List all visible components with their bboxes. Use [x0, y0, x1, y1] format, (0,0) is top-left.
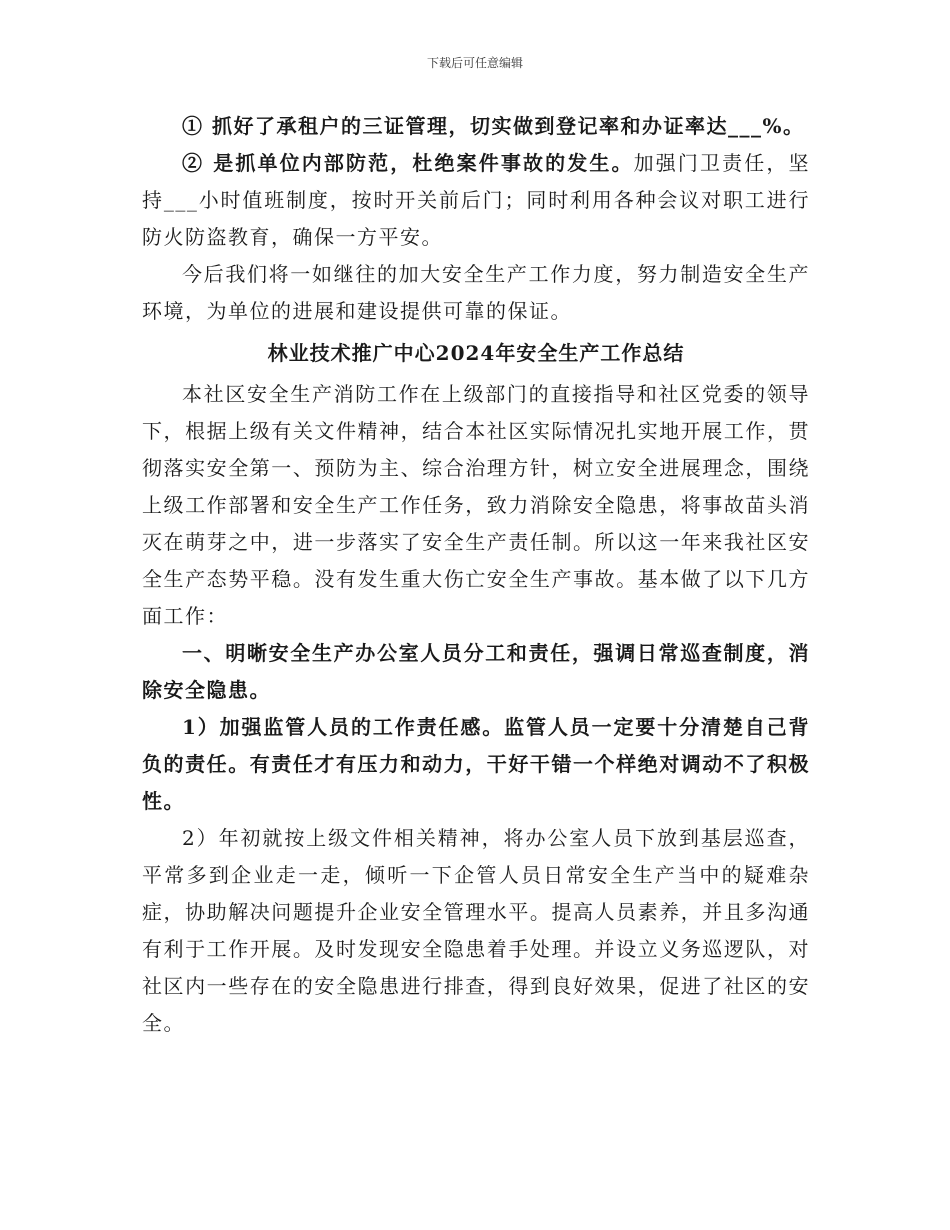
paragraph-7: 2）年初就按上级文件相关精神，将办公室人员下放到基层巡查，平常多到企业走一走，倾听一下企管人员日常安全生产当中的疑难杂症，协助解决问题提升企业安全管理水平。提高人员素养，并且多沟通有利于工作开展。及时发现安全隐患着手处理。并设立义务巡逻队，对社区内一些存在的安全隐患进行排查，得到良好效果，促进了社区的安全。: [142, 826, 810, 1035]
document-body: [142, 108, 810, 1042]
paragraph-4: 本社区安全生产消防工作在上级部门的直接指导和社区党委的领导下，根据上级有关文件精神，结合本社区实际情况扎实地开展工作，贯彻落实安全第一、预防为主、综合治理方针，树立安全进展理念，围绕上级工作部署和安全生产工作任务，致力消除安全隐患，将事故苗头消灭在萌芽之中，进一步落实了安全生产责任制。所以这一年来我社区安全生产态势平稳。没有发生重大伤亡安全生产事故。基本做了以下几方面工作：: [142, 382, 810, 628]
paragraph-6: 1）加强监管人员的工作责任感。监管人员一定要十分清楚自己背负的责任。有责任才有压力和动力，干好干错一个样绝对调动不了积极性。: [142, 715, 810, 813]
paragraph-3: 今后我们将一如继往的加大安全生产工作力度，努力制造安全生产环境，为单位的进展和建设提供可靠的保证。: [142, 262, 810, 323]
paragraph-2-bold: ② 是抓单位内部防范，杜绝案件事故的发生。: [182, 151, 634, 175]
page-header: 下载后可任意编辑: [426, 56, 523, 70]
paragraph-2: [142, 145, 810, 256]
section-heading-1: 一、明晰安全生产办公室人员分工和责任，强调日常巡查制度，消除安全隐患。: [142, 641, 810, 702]
document-title: 林业技术推广中心2024年安全生产工作总结: [267, 341, 685, 365]
paragraph-1: ① 抓好了承租户的三证管理，切实做到登记率和办证率达___%。: [182, 114, 805, 138]
paragraph-2-rest: 加强门卫责任，坚持___小时值班制度，按时开关前后门；同时利用各种会议对职工进行防火防盗教育，确保一方平安。: [142, 151, 811, 249]
